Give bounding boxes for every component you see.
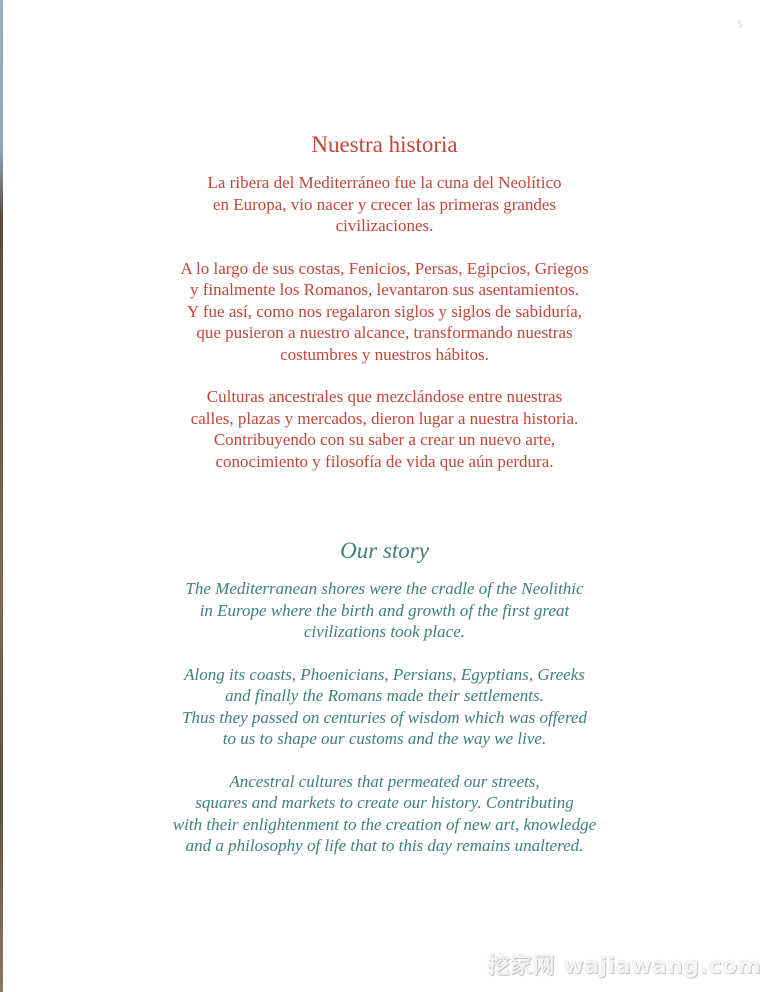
text-line: La ribera del Mediterráneo fue la cuna del Neolítico — [207, 173, 562, 192]
text-line: squares and markets to create our history. Contributing — [195, 793, 574, 812]
text-line: y finalmente los Romanos, levantaron sus asentamientos. — [189, 280, 580, 299]
english-title: Our story — [340, 538, 429, 563]
text-line: with their enlightenment to the creation of new art, knowledge — [172, 814, 597, 834]
text-line: to us to shape our customs and the way we live. — [222, 729, 547, 748]
text-line: civilizaciones. — [335, 216, 434, 235]
text-line: conocimiento y filosofía de vida que aún perdura. — [215, 451, 554, 471]
text-line: que pusieron a nuestro alcance, transformando nuestras — [196, 323, 573, 342]
text-line: calles, plazas y mercados, dieron lugar a nuestra historia. — [190, 408, 579, 428]
text-line: costumbres y nuestros hábitos. — [280, 344, 489, 364]
text-line: Y fue así, como nos regalaron siglos y siglos de sabiduría, — [186, 301, 583, 321]
spanish-paragraph-3 — [0, 386, 769, 472]
site-watermark: 挖家网 wajiawang.com — [487, 954, 761, 979]
page-number: 5 — [738, 20, 742, 29]
english-paragraph-2 — [0, 664, 769, 750]
text-line: in Europe where the birth and growth of the first great — [199, 600, 570, 620]
text-line: Thus they passed on centuries of wisdom which was offered — [182, 707, 587, 727]
spanish-title: Nuestra historia — [311, 132, 458, 157]
text-line: and a philosophy of life that to this day remains unaltered. — [185, 836, 584, 855]
english-paragraph-1 — [0, 578, 769, 643]
text-line: Ancestral cultures that permeated our streets, — [229, 771, 540, 791]
spanish-section — [0, 130, 769, 493]
spanish-paragraph-2 — [0, 258, 769, 366]
english-section — [0, 536, 769, 878]
text-line: The Mediterranean shores were the cradle of the Neolithic — [185, 579, 584, 598]
english-paragraph-3 — [0, 771, 769, 857]
text-line: Along its coasts, Phoenicians, Persians, Egyptians, Greeks — [184, 664, 585, 684]
text-line: civilizations took place. — [304, 622, 465, 641]
text-line: en Europa, vio nacer y crecer las primeras grandes — [212, 194, 557, 214]
text-line: Culturas ancestrales que mezclándose entre nuestras — [206, 387, 563, 406]
spanish-paragraph-1 — [0, 172, 769, 237]
text-line: A lo largo de sus costas, Fenicios, Persas, Egipcios, Griegos — [180, 258, 589, 278]
text-line: and finally the Romans made their settlements. — [225, 686, 544, 705]
text-line: Contribuyendo con su saber a crear un nuevo arte, — [213, 430, 556, 449]
